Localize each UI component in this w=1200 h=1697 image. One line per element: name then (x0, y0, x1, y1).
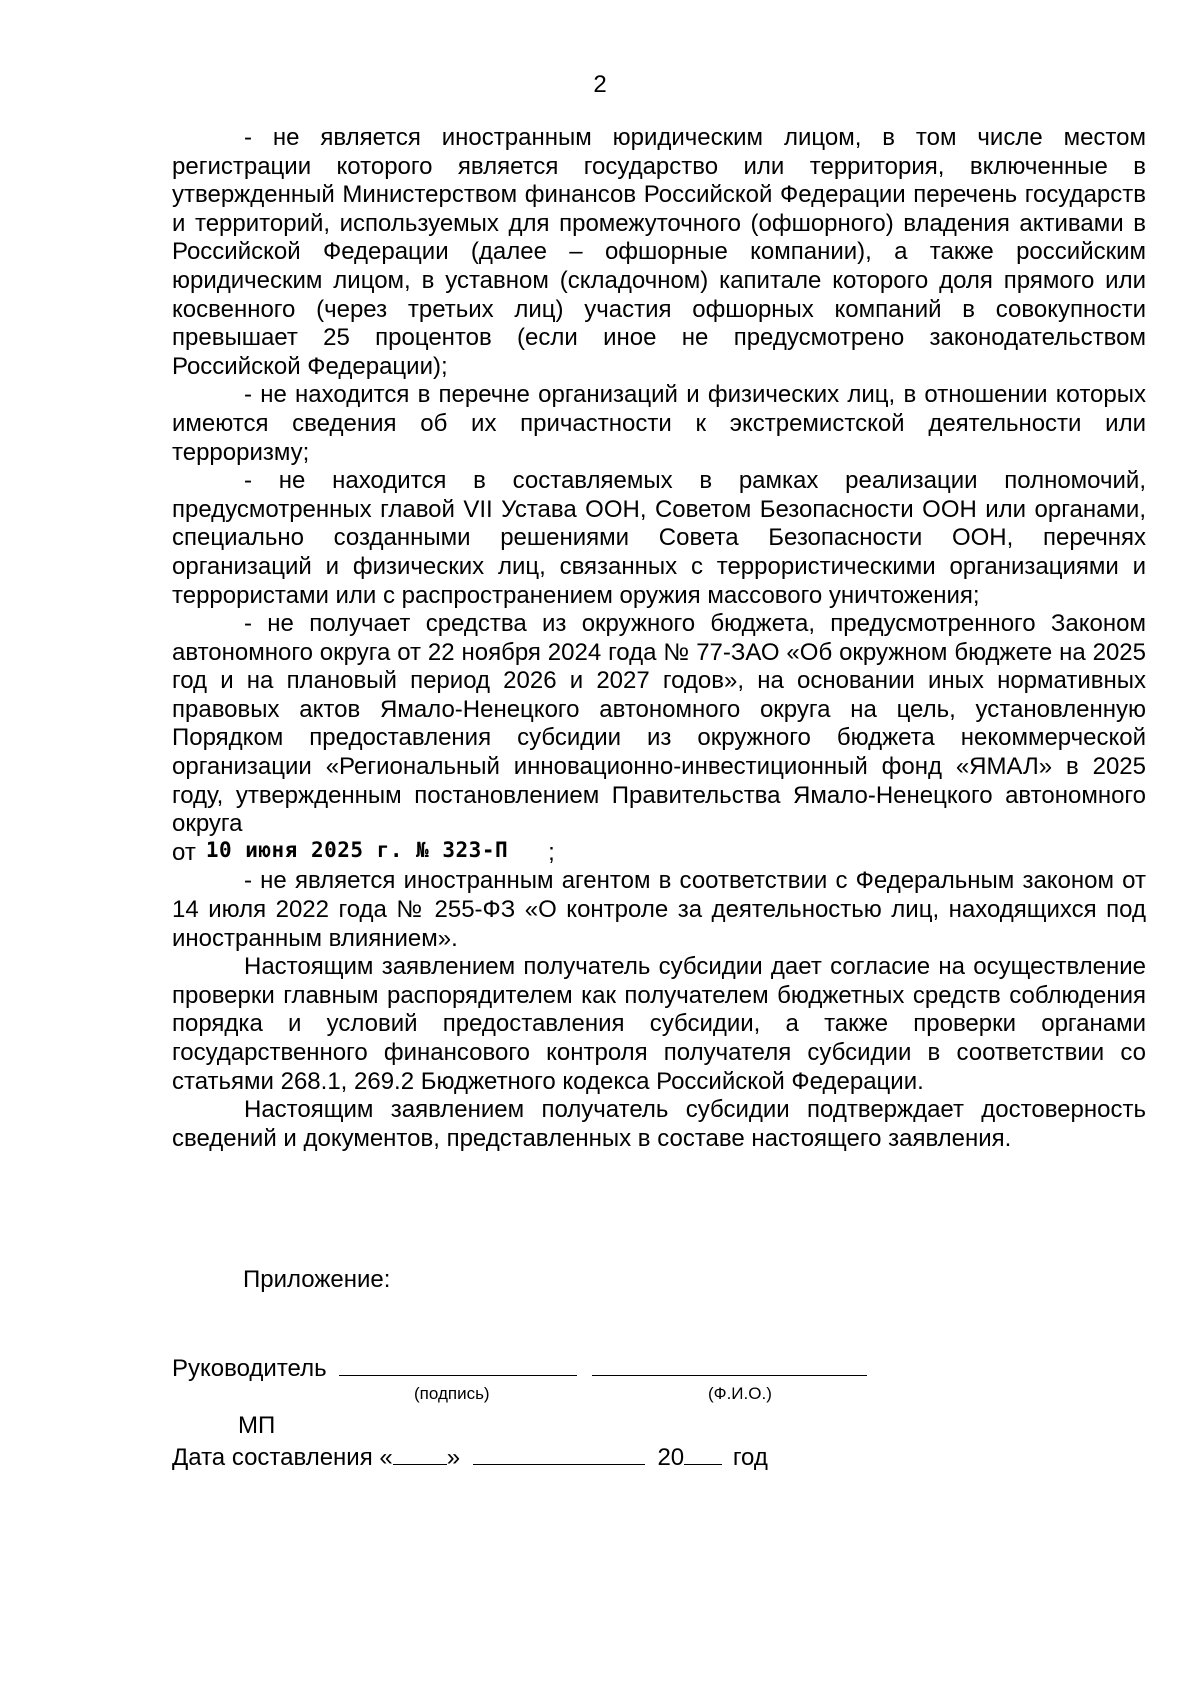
paragraph-foreign-agent: - не является иностранным агентом в соответствии с Федеральным законом от 14 июля 2022 года № 255-ФЗ «О контроле за деятельностью лиц, находящихся под иностранным влиянием». (172, 867, 1146, 952)
paragraph-consent: Настоящим заявлением получатель субсидии дает согласие на осуществление проверки главным распорядителем как получателем бюджетных средств соблюдения порядка и условий предоставления субсидии, а также проверки органами государственного финансового контроля получателя субсидии в соответствии со статьями 268.1, 269.2 Бюджетного кодекса Российской Федерации. (172, 953, 1146, 1095)
date-made-label: Дата составления « (172, 1444, 393, 1471)
name-caption: (Ф.И.О.) (708, 1384, 772, 1403)
paragraph-offshore: - не является иностранным юридическим лицом, в том числе местом регистрации которого является государство или территория, включенные в утвержденный Министерством финансов Российской Федерации перечень государств и территорий, используемых для промежуточного (офшорного) владения активами в Российской Федерации (далее – офшорные компании), а также российским юридическим лицом, в уставном (складочном) капитале которого доля прямого или косвенного (через третьих лиц) участия офшорных компаний в совокупности превышает 25 процентов (если иное не предусмотрено законодательством Российской Федерации); (172, 124, 1146, 380)
page-number: 2 (593, 71, 607, 98)
decree-date-number: 10 июня 2025 г. № 323-П (205, 837, 509, 862)
day-blank (393, 1442, 447, 1465)
paragraph-extremism: - не находится в перечне организаций и физических лиц, в отношении которых имеются сведения об их причастности к экстремистской деятельности или терроризму; (172, 381, 1146, 466)
paragraph-confirmation: Настоящим заявлением получатель субсидии подтверждает достоверность сведений и документов, представленных в составе настоящего заявления. (172, 1096, 1146, 1152)
decree-date-line (172, 839, 1146, 868)
century: 20 (657, 1444, 685, 1471)
signature-row (172, 1353, 1172, 1383)
name-blank (592, 1353, 867, 1376)
date-quote-close: » (446, 1444, 461, 1471)
signature-caption: (подпись) (414, 1384, 490, 1403)
stamp-label: МП (238, 1412, 276, 1439)
body-text (172, 124, 1146, 1153)
appendix-label: Приложение: (243, 1266, 391, 1293)
signature-blank (339, 1353, 577, 1376)
paragraph-budget: - не получает средства из окружного бюджета, предусмотренного Законом автономного округа от 22 ноября 2024 года № 77-ЗАО «Об окружном бюджете на 2025 год и на плановый период 2026 и 2027 годов», на основании иных нормативных правовых актов Ямало-Ненецкого автономного округа на цель, установленную Порядком предоставления субсидии из окружного бюджета некоммерческой организации «Региональный инновационно-инвестиционный фонд «ЯМАЛ» в 2025 году, утвержденным постановлением Правительства Ямало-Ненецкого автономного округа (172, 610, 1146, 838)
month-blank (473, 1442, 645, 1465)
paragraph-un-sanctions: - не находится в составляемых в рамках реализации полномочий, предусмотренных главой VII Устава ООН, Советом Безопасности ООН или органами, специально созданными решениями Совета Безопасности ООН, перечнях организаций и физических лиц, связанных с террористическими организациями и террористами или с распространением оружия массового уничтожения; (172, 467, 1146, 609)
decree-suffix: ; (548, 838, 555, 866)
year-blank (684, 1442, 722, 1465)
decree-prefix: от (172, 838, 196, 866)
head-label: Руководитель (172, 1355, 327, 1382)
date-made-row (172, 1442, 972, 1472)
year-word: год (732, 1444, 768, 1471)
